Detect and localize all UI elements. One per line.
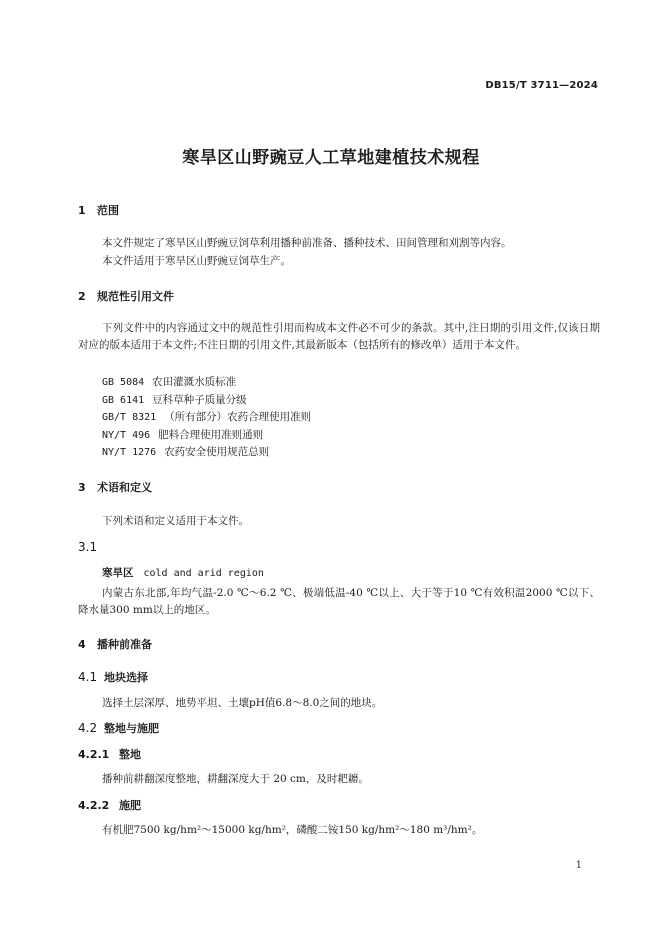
term-english: cold and arid region (143, 568, 264, 579)
normative-reference (102, 392, 247, 407)
section-1-heading (78, 202, 119, 218)
reference-code: NY/T 1276 (102, 447, 157, 458)
term-chinese: 寒旱区 (102, 567, 134, 579)
paragraph: 有机肥7500 kg/hm²～15000 kg/hm²，磷酸二铵150 kg/hm²～180 m³/hm²。 (102, 824, 483, 836)
document-title: 寒旱区山野豌豆人工草地建植技术规程 (182, 148, 480, 168)
subsection-number: 3.1 (78, 540, 98, 554)
clause-4-2-2-heading (78, 797, 141, 813)
subsection-3-1-heading (78, 540, 104, 554)
normative-reference (102, 374, 236, 389)
section-number: 2 (78, 290, 86, 303)
reference-code: GB 6141 (102, 395, 145, 406)
page-number: 1 (575, 860, 582, 871)
subsection-4-2-heading (78, 720, 159, 736)
reference-title: 豆科草种子质量分级 (152, 394, 247, 406)
section-title: 播种前准备 (97, 638, 152, 651)
normative-reference (102, 444, 269, 459)
paragraph: 本文件规定了寒旱区山野豌豆饲草利用播种前准备、播种技术、田间管理和刈割等内容。 (102, 237, 512, 249)
reference-title: （所有部分）农药合理使用准则 (164, 411, 312, 423)
term-definition: 内蒙古东北部,年均气温-2.0 ℃～6.2 ℃、极端低温-40 ℃以上、大于等于10 ℃有效积温2000 ℃以下、降水量300 mm以上的地区。 (78, 587, 600, 616)
section-title: 规范性引用文件 (97, 290, 174, 303)
clause-number: 4.2.2 (78, 799, 110, 812)
paragraph: 本文件适用于寒旱区山野豌豆饲草生产。 (102, 255, 291, 267)
document-code: DB15/T 3711—2024 (485, 80, 598, 91)
term-entry (102, 565, 264, 580)
reference-code: NY/T 496 (102, 430, 151, 441)
normative-reference (102, 427, 263, 442)
normative-reference (102, 409, 311, 424)
clause-title: 施肥 (119, 799, 141, 812)
paragraph: 下列文件中的内容通过文中的规范性引用而构成本文件必不可少的条款。其中,注日期的引用文件,仅该日期对应的版本适用于本文件;不注日期的引用文件,其最新版本（包括所有的修改单）适用于本文件。 (78, 322, 600, 351)
subsection-title: 地块选择 (104, 671, 148, 684)
subsection-title: 整地与施肥 (104, 722, 159, 735)
reference-code: GB/T 8321 (102, 412, 157, 423)
section-3-heading (78, 479, 152, 495)
clause-number: 4.2.1 (78, 748, 110, 761)
paragraph: 选择土层深厚、地势平坦、土壤pH值6.8～8.0之间的地块。 (102, 697, 383, 709)
clause-title: 整地 (119, 748, 141, 761)
reference-code: GB 5084 (102, 377, 145, 388)
section-2-heading (78, 288, 174, 304)
subsection-number: 4.2 (78, 721, 98, 735)
reference-title: 肥料合理使用准则通则 (158, 429, 264, 441)
paragraph: 下列术语和定义适用于本文件。 (102, 515, 249, 527)
section-number: 4 (78, 638, 86, 651)
section-number: 1 (78, 204, 86, 217)
section-title: 范围 (97, 204, 119, 217)
section-4-heading (78, 636, 152, 652)
section-number: 3 (78, 481, 86, 494)
reference-title: 农药安全使用规范总则 (164, 446, 270, 458)
subsection-4-1-heading (78, 669, 148, 685)
subsection-number: 4.1 (78, 670, 98, 684)
section-title: 术语和定义 (97, 481, 152, 494)
clause-4-2-1-heading (78, 746, 141, 762)
reference-title: 农田灌溉水质标准 (152, 376, 237, 388)
paragraph: 播种前耕翻深度整地，耕翻深度大于 20 cm，及时耙耱。 (102, 773, 369, 785)
